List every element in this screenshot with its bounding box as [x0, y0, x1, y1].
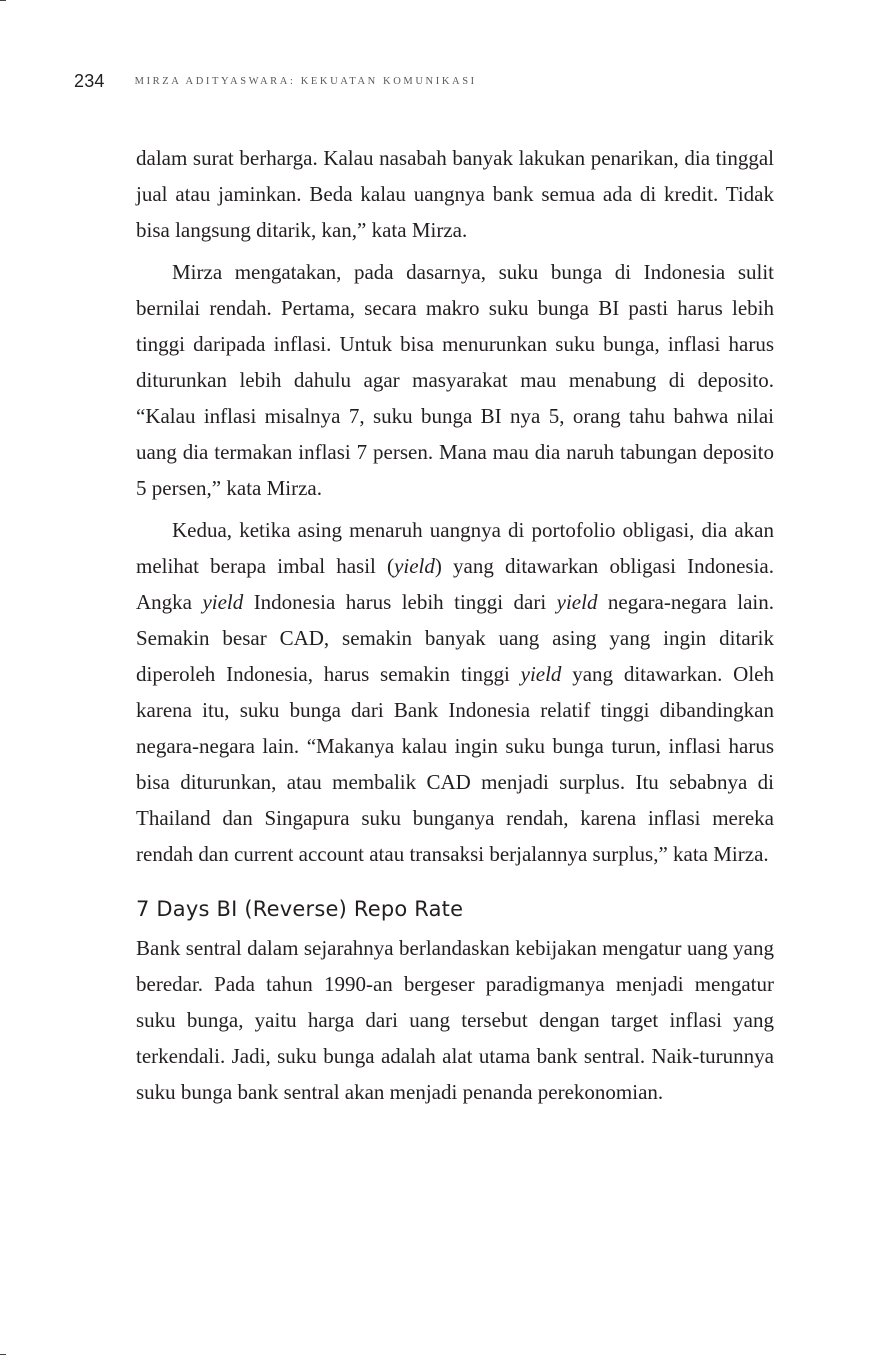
- paragraph-text: Indonesia harus lebih tinggi dari: [243, 590, 557, 614]
- section-paragraph: Bank sentral dalam sejarahnya berlandaskan kebijakan mengatur uang yang beredar. Pada tahun 1990-an bergeser paradigmanya menjadi mengatur suku bunga, yaitu harga dari uang tersebut dengan target inflasi yang terkendali. Jadi, suku bunga adalah alat utama bank sentral. Naik-turunnya suku bunga bank sentral akan menjadi penanda perekonomian.: [136, 936, 774, 1104]
- running-header: [74, 70, 477, 92]
- italic-term: yield: [556, 590, 598, 614]
- paragraph-bond-yield: [136, 512, 774, 872]
- page-number: 234: [74, 70, 105, 91]
- crop-mark-top: [0, 0, 6, 1]
- paragraph-interest-rate-inflation: Mirza mengatakan, pada dasarnya, suku bunga di Indonesia sulit bernilai rendah. Pertama, secara makro suku bunga BI pasti harus lebih tinggi daripada inflasi. Untuk bisa menurunkan suku bunga, inflasi harus diturunkan lebih dahulu agar masyarakat mau menabung di deposito. “Kalau inflasi misalnya 7, suku bunga BI nya 5, orang tahu bahwa nilai uang dia termakan inflasi 7 persen. Mana mau dia naruh tabungan deposito 5 persen,” kata Mirza.: [136, 260, 774, 500]
- paragraph-text: Kedua, ketika asing menaruh uangnya di portofolio obligasi, dia akan melihat berapa imbal hasil (: [136, 518, 774, 578]
- paragraph-continued: dalam surat berharga. Kalau nasabah banyak lakukan penarikan, dia tinggal jual atau jaminkan. Beda kalau uangnya bank semua ada di kredit. Tidak bisa langsung ditarik, kan,” kata Mirza.: [136, 146, 774, 242]
- italic-term: yield: [520, 662, 562, 686]
- paragraph-text: ) yang ditawarkan obligasi Indonesia. Angka: [136, 554, 774, 614]
- section-heading: 7 Days BI (Reverse) Repo Rate: [136, 897, 464, 921]
- crop-mark-bottom: [0, 1354, 6, 1355]
- paragraph-text: yang ditawarkan. Oleh karena itu, suku bunga dari Bank Indonesia relatif tinggi dibandingkan negara-negara lain. “Makanya kalau ingin suku bunga turun, inflasi harus bisa diturunkan, atau membalik CAD menjadi surplus. Itu sebabnya di Thailand dan Singapura suku bunganya rendah, karena inflasi mereka rendah dan current account atau transaksi berjalannya surplus,” kata Mirza.: [136, 662, 774, 866]
- italic-term: yield: [202, 590, 244, 614]
- paragraph-text: negara-negara lain. Semakin besar CAD, semakin banyak uang asing yang ingin ditarik diperoleh Indonesia, harus semakin tinggi: [136, 590, 774, 686]
- running-title: MIRZA ADITYASWARA: KEKUATAN KOMUNIKASI: [134, 75, 477, 87]
- page-body: [136, 140, 774, 1116]
- italic-term: yield: [394, 554, 435, 578]
